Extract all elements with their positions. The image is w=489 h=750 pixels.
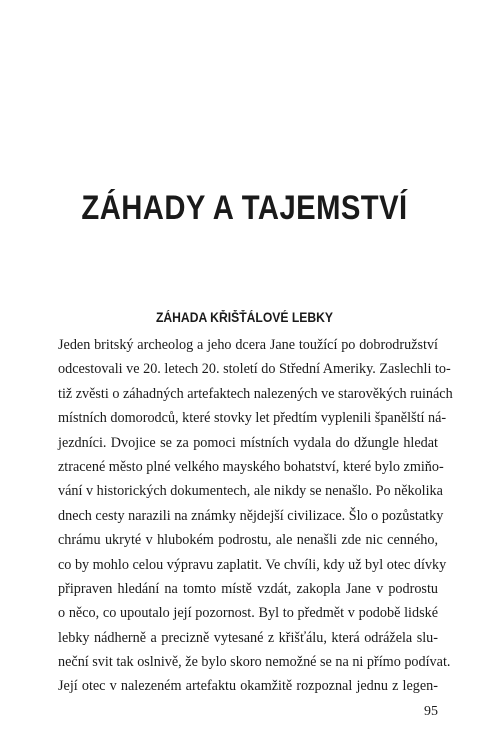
body-line: jezdníci. Dvojice se za pomoci místních vydala do džungle hledat (58, 434, 438, 451)
page-number: 95 (424, 704, 438, 719)
body-line: co by mohlo celou výpravu zaplatit. Ve chvíli, kdy už byl otec dívky (58, 556, 447, 573)
body-line: odcestovali ve 20. letech 20. století do Střední Ameriky. Zaslechli to- (58, 361, 451, 378)
body-line: chrámu ukryté v hlubokém podrostu, ale nenašli zde nic cenného, (58, 532, 438, 549)
chapter-title: ZÁHADY A TAJEMSTVÍ (81, 189, 408, 227)
body-line: ztracené město plné velkého mayského bohatství, které bylo zmiňo- (58, 458, 444, 475)
body-line: místních domorodců, které stovky let předtím vyplenili španělští ná- (58, 410, 447, 427)
body-line: o něco, co upoutalo její pozornost. Byl to předmět v podobě lidské (58, 605, 438, 622)
body-line: lebky nádherně a precizně vytesané z křišťálu, která odrážela slu- (58, 629, 438, 646)
body-line: Jeden britský archeolog a jeho dcera Jane toužící po dobrodružství (58, 337, 438, 353)
body-text (58, 333, 453, 699)
section-title: ZÁHADA KŘIŠŤÁLOVÉ LEBKY (155, 310, 334, 325)
body-line: vání v historických dokumentech, ale nikdy se nenašlo. Po několika (58, 483, 443, 500)
body-line: Její otec v nalezeném artefaktu okamžitě rozpoznal jednu z legen- (58, 678, 438, 695)
body-line: dnech cesty narazili na známky nějdejší civilizace. Šlo o pozůstatky (58, 507, 444, 524)
body-line: tiž zvěsti o záhadných artefaktech nalezených ve starověkých ruinách (58, 385, 453, 402)
body-line: neční svit tak oslnivě, že bylo skoro nemožné se na ni přímo podívat. (58, 654, 451, 671)
body-line: připraven hledání na tomto místě vzdát, zakopla Jane v podrostu (58, 580, 438, 597)
